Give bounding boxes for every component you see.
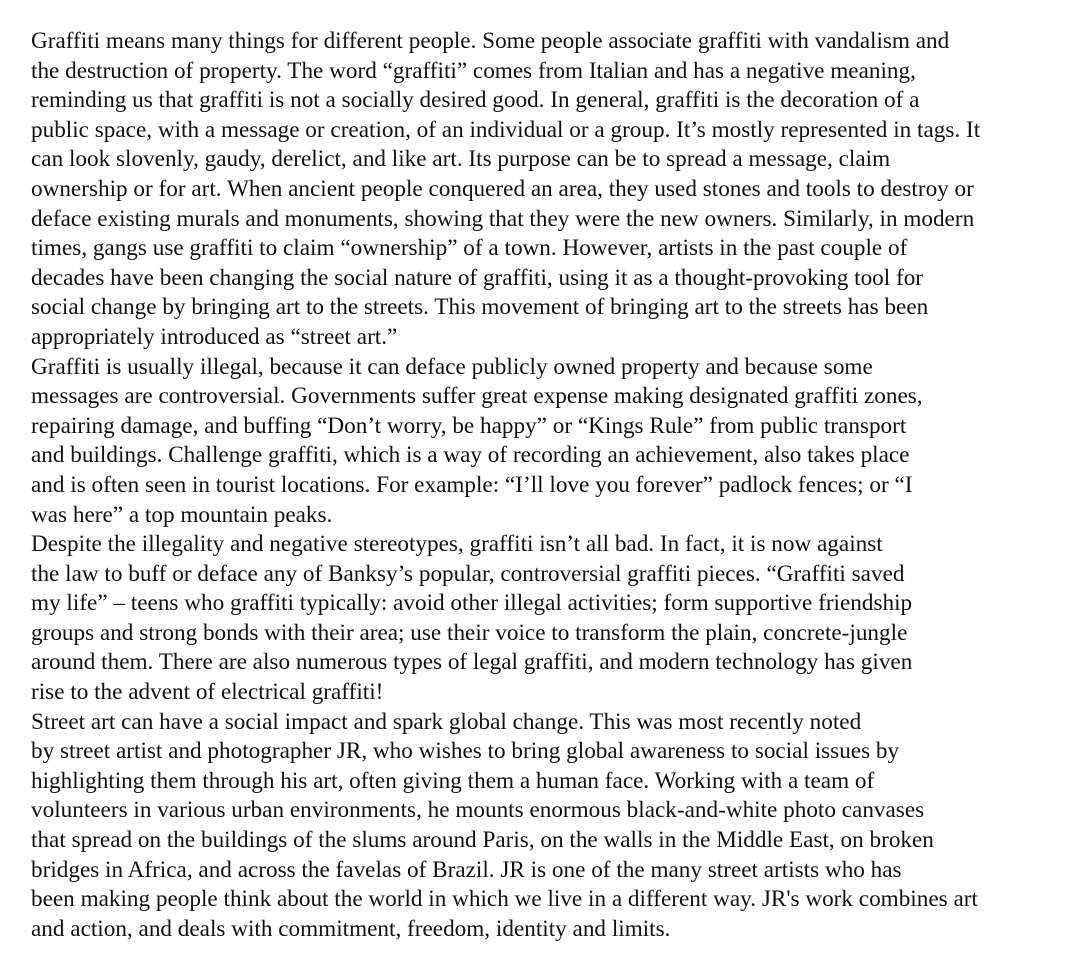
- text-line: public space, with a message or creation, of an individual or a group. It’s mostly represented in tags. It: [31, 116, 981, 143]
- text-line: highlighting them through his art, often giving them a human face. Working with a team of: [31, 767, 875, 794]
- text-line: bridges in Africa, and across the favelas of Brazil. JR is one of the many street artists who has: [31, 856, 902, 883]
- text-line: Graffiti is usually illegal, because it can deface publicly owned property and because some: [31, 353, 873, 380]
- text-line: the destruction of property. The word “graffiti” comes from Italian and has a negative meaning,: [31, 57, 916, 84]
- text-line: groups and strong bonds with their area; use their voice to transform the plain, concrete-jungle: [31, 619, 908, 646]
- paragraph-graffiti-not-all-bad: [31, 530, 1076, 708]
- paragraph-graffiti-illegal: [31, 353, 1076, 531]
- text-line: and action, and deals with commitment, freedom, identity and limits.: [31, 915, 671, 942]
- text-line: appropriately introduced as “street art.”: [31, 323, 398, 350]
- text-line: been making people think about the world in which we live in a different way. JR's work combines art: [31, 886, 978, 913]
- text-line: social change by bringing art to the streets. This movement of bringing art to the streets has been: [31, 294, 929, 321]
- text-line: times, gangs use graffiti to claim “ownership” of a town. However, artists in the past couple of: [31, 235, 908, 262]
- text-line: was here” a top mountain peaks.: [31, 501, 333, 528]
- text-line: rise to the advent of electrical graffiti!: [31, 679, 384, 706]
- text-line: Street art can have a social impact and spark global change. This was most recently noted: [31, 708, 862, 735]
- document-body: [31, 27, 1076, 944]
- paragraph-graffiti-meaning: [31, 27, 1076, 353]
- text-line: the law to buff or deface any of Banksy’s popular, controversial graffiti pieces. “Graffiti saved: [31, 560, 905, 587]
- text-line: repairing damage, and buffing “Don’t worry, be happy” or “Kings Rule” from public transport: [31, 412, 907, 439]
- text-line: by street artist and photographer JR, who wishes to bring global awareness to social issues by: [31, 738, 900, 765]
- text-line: messages are controversial. Governments suffer great expense making designated graffiti zones,: [31, 383, 923, 410]
- text-line: and buildings. Challenge graffiti, which is a way of recording an achievement, also takes place: [31, 442, 910, 469]
- text-line: Graffiti means many things for different people. Some people associate graffiti with vandalism and: [31, 28, 950, 54]
- text-line: volunteers in various urban environments, he mounts enormous black-and-white photo canvases: [31, 797, 925, 824]
- text-line: decades have been changing the social nature of graffiti, using it as a thought-provoking tool for: [31, 264, 924, 291]
- text-line: and is often seen in tourist locations. For example: “I’ll love you forever” padlock fences; or “I: [31, 471, 913, 498]
- text-line: reminding us that graffiti is not a socially desired good. In general, graffiti is the decoration of a: [31, 87, 920, 114]
- text-line: ownership or for art. When ancient people conquered an area, they used stones and tools to destroy or: [31, 175, 974, 202]
- text-line: my life” – teens who graffiti typically: avoid other illegal activities; form supportive friendship: [31, 590, 913, 617]
- paragraph-street-art-impact: [31, 708, 1076, 945]
- text-line: can look slovenly, gaudy, derelict, and like art. Its purpose can be to spread a message, claim: [31, 146, 891, 173]
- text-line: that spread on the buildings of the slums around Paris, on the walls in the Middle East, on broken: [31, 827, 934, 854]
- text-line: Despite the illegality and negative stereotypes, graffiti isn’t all bad. In fact, it is now against: [31, 531, 883, 558]
- text-line: deface existing murals and monuments, showing that they were the new owners. Similarly, in modern: [31, 205, 975, 232]
- text-line: around them. There are also numerous types of legal graffiti, and modern technology has given: [31, 649, 913, 676]
